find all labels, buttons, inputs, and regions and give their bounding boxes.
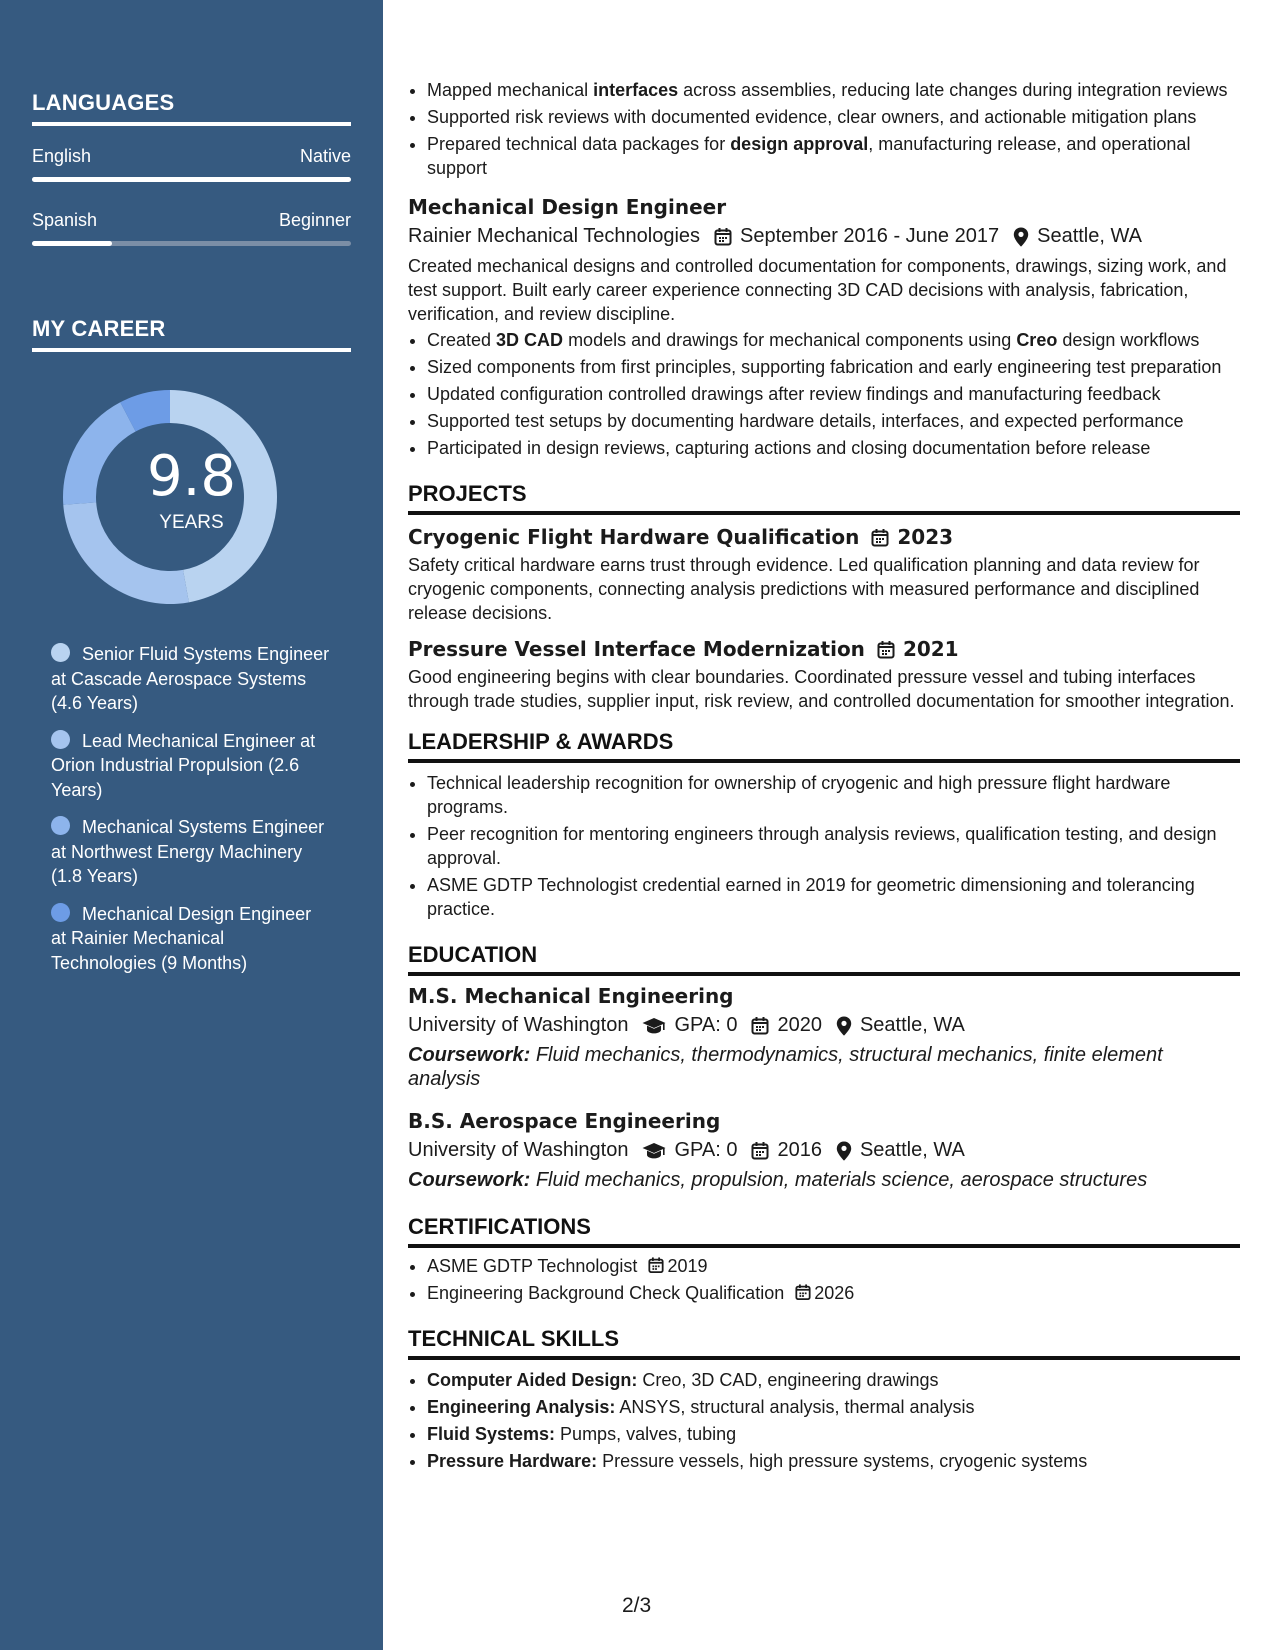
skill-label: Fluid Systems: [427,1424,556,1444]
list-item: • ASME GDTP Technologist credential earned in 2019 for geometric dimensioning and tolerancing practice. [427,873,1240,921]
career-legend [32,642,331,975]
calendar-icon [648,1256,664,1274]
skills-heading: TECHNICAL SKILLS [408,1326,1240,1360]
cert-year: 2026 [814,1283,855,1303]
job-location: Seattle, WA [1037,225,1142,247]
skill-value: Pressure vessels, high pressure systems, cryogenic systems [602,1451,1088,1471]
previous-job-bullets [408,78,1240,180]
language-proficiency-fill [32,241,112,246]
career-legend-label: Lead Mechanical Engineer at Orion Industrial Propulsion (2.6 Years) [51,730,316,800]
project-year: 2023 [897,525,954,549]
list-item [427,1422,1240,1446]
languages-heading: LANGUAGES [32,90,351,126]
career-total: 9.8 [146,444,237,509]
skill-value: ANSYS, structural analysis, thermal analysis [619,1397,975,1417]
career-legend-label: Senior Fluid Systems Engineer at Cascade Aerospace Systems (4.6 Years) [51,644,330,713]
calendar-icon [751,1141,769,1160]
language-proficiency-bar [32,241,351,246]
skills-list [408,1368,1240,1473]
list-item [427,1395,1240,1419]
education-item [408,984,1240,1091]
project-title: Pressure Vessel Interface Modernization [408,637,865,661]
certifications-heading: CERTIFICATIONS [408,1214,1240,1248]
project-description: Safety critical hardware earns trust through evidence. Led qualification planning and data review for cryogenic components, connecting analysis predictions with measured performance and disciplined release decisions. [408,555,1200,623]
career-unit: YEARS [159,512,224,533]
calendar-icon [795,1283,811,1301]
awards-heading: LEADERSHIP & AWARDS [408,729,1240,763]
education-item [408,1109,1240,1192]
bullet-text: Prepared technical data packages for [427,134,731,154]
bullet-text: Created [427,330,497,350]
language-proficiency-fill [32,177,351,182]
main-content [408,0,1240,1476]
coursework-label: Coursework: [408,1044,531,1066]
bullet-keyword: design approval [730,134,869,154]
cert-name: Engineering Background Check Qualification [427,1283,785,1303]
career-legend-item [51,902,331,976]
degree-title: B.S. Aerospace Engineering [408,1109,721,1133]
legend-dot [51,816,70,835]
job-bullets [408,328,1240,460]
coursework [408,1168,1240,1192]
page-number: 2/3 [622,1594,652,1617]
calendar-icon [871,528,889,547]
list-item [427,132,1240,180]
bullet-keyword: Creo [1016,330,1058,350]
legend-dot [51,643,70,662]
career-legend-item [51,642,331,716]
bullet-keyword: 3D CAD [496,330,564,350]
list-item: • Peer recognition for mentoring engineers through analysis reviews, qualification testing, and design approval. [427,822,1240,870]
graduation-cap-icon [642,1017,666,1035]
list-item: • Supported test setups by documenting hardware details, interfaces, and expected performance [427,409,1240,433]
certifications-list [408,1254,1240,1305]
skill-label: Pressure Hardware: [427,1451,598,1471]
language-name: English [32,146,92,166]
bullet-keyword: interfaces [593,80,679,100]
project-description: Good engineering begins with clear boundaries. Coordinated pressure vessel and tubing interfaces through trade studies, supplier input, risk review, and controlled documentation for smoother integration. [408,667,1235,711]
language-level: Beginner [278,210,351,230]
job-meta [408,225,1240,248]
map-pin-icon [836,1141,852,1161]
projects-heading: PROJECTS [408,481,1240,515]
bullet-text: models and drawings for mechanical components using [563,330,1017,350]
bullet-text: , manufacturing release, and operational support [427,134,1191,178]
list-item: • Sized components from first principles, supporting fabrication and early engineering test preparation [427,355,1240,379]
gpa: GPA: 0 [674,1014,738,1036]
sidebar [0,0,383,1650]
bullet-text: design workflows [1057,330,1200,350]
skill-value: Pumps, valves, tubing [560,1424,737,1444]
bullet-text: Mapped mechanical [427,80,594,100]
language-proficiency-bar [32,177,351,182]
list-item [427,1449,1240,1473]
language-name: Spanish [32,210,98,230]
career-donut-chart [32,352,351,642]
graduation-year: 2020 [777,1014,822,1036]
list-item [427,1254,1240,1278]
list-item [427,1368,1240,1392]
language-item [32,146,351,182]
bullet-text: Supported risk reviews with documented evidence, clear owners, and actionable mitigation plans [427,107,1197,127]
coursework-text: Fluid mechanics, propulsion, materials science, aerospace structures [535,1169,1148,1191]
job-title: Mechanical Design Engineer [408,195,727,219]
career-legend-item [51,729,331,803]
career-legend-label: Mechanical Systems Engineer at Northwest Energy Machinery (1.8 Years) [51,817,325,886]
coursework [408,1043,1240,1091]
gpa: GPA: 0 [674,1139,738,1161]
list-item [427,78,1240,102]
map-pin-icon [836,1016,852,1036]
cert-year: 2019 [667,1256,708,1276]
coursework-text: Fluid mechanics, thermodynamics, structural mechanics, finite element analysis [408,1044,1163,1090]
list-item [427,105,1240,129]
list-item: • Updated configuration controlled drawings after review findings and manufacturing feedback [427,382,1240,406]
coursework-label: Coursework: [408,1169,531,1191]
education-location: Seattle, WA [859,1139,965,1161]
awards-list [408,771,1240,921]
skill-label: Engineering Analysis: [427,1397,616,1417]
career-legend-item [51,815,331,889]
career-legend-label: Mechanical Design Engineer at Rainier Mechanical Technologies (9 Months) [51,903,312,973]
bullet-text: across assemblies, reducing late changes during integration reviews [678,80,1228,100]
job-dates: September 2016 - June 2017 [740,225,1000,247]
language-item [32,210,351,246]
career-heading: MY CAREER [32,316,351,352]
education-location: Seattle, WA [859,1014,965,1036]
job-summary: Created mechanical designs and controlled documentation for components, drawings, sizing work, and test support. Built early career experience connecting 3D CAD decisions with analysis, fabrication, verification, and review discipline. [408,256,1227,324]
project-title: Cryogenic Flight Hardware Qualification [408,525,860,549]
project-item [408,525,1240,625]
list-item [427,328,1240,352]
degree-title: M.S. Mechanical Engineering [408,984,734,1008]
calendar-icon [751,1016,769,1035]
language-level: Native [299,146,351,166]
graduation-year: 2016 [777,1139,822,1161]
project-item [408,637,1240,713]
list-item: • Participated in design reviews, capturing actions and closing documentation before release [427,436,1240,460]
school-name: University of Washington [408,1014,629,1036]
education-heading: EDUCATION [408,942,1240,976]
map-pin-icon [1013,227,1029,247]
graduation-cap-icon [642,1142,666,1160]
skill-value: Creo, 3D CAD, engineering drawings [642,1370,939,1390]
list-item: • Technical leadership recognition for ownership of cryogenic and high pressure flight hardware programs. [427,771,1240,819]
legend-dot [51,730,70,749]
company-name: Rainier Mechanical Technologies [408,225,701,247]
legend-dot [51,903,70,922]
school-name: University of Washington [408,1139,629,1161]
cert-name: ASME GDTP Technologist [427,1256,638,1276]
project-year: 2021 [902,637,959,661]
skill-label: Computer Aided Design: [427,1370,638,1390]
calendar-icon [714,227,732,246]
calendar-icon [877,640,895,659]
list-item [427,1281,1240,1305]
